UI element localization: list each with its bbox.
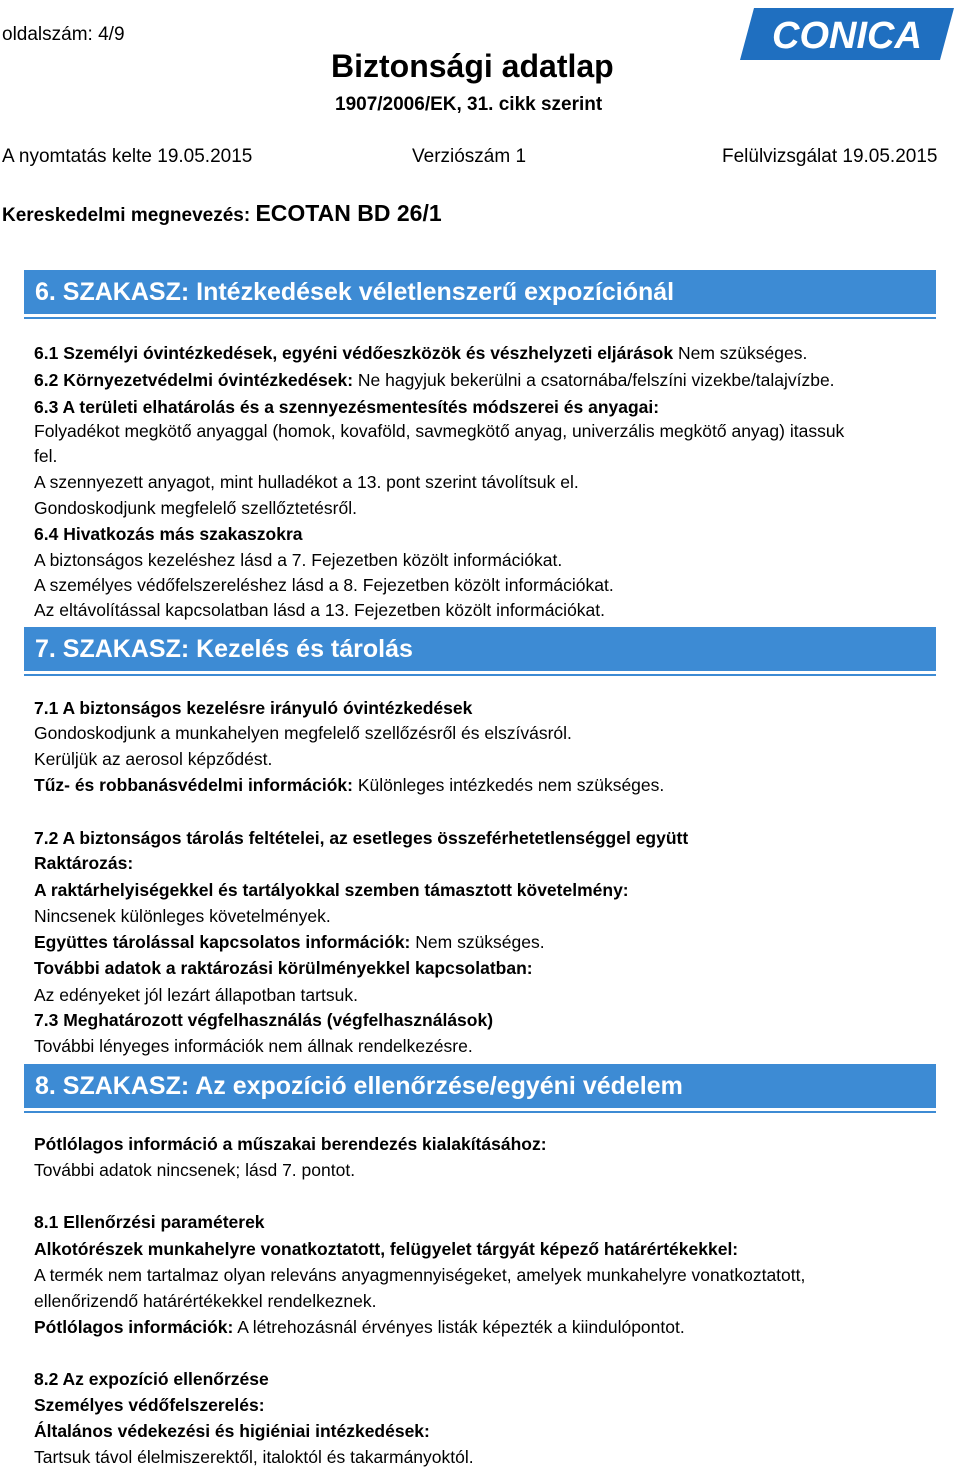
trade-name-value: ECOTAN BD 26/1 — [255, 200, 442, 226]
text-line: 7.1 A biztonságos kezelésre irányuló óvintézkedések — [34, 698, 473, 718]
text-line: Pótlólagos információk: A létrehozásnál érvényes listák képezték a kiindulópontot. — [34, 1317, 685, 1337]
text-line: A raktárhelyiségekkel és tartályokkal szemben támasztott követelmény: — [34, 880, 629, 900]
text-line: Alkotórészek munkahelyre vonatkoztatott, felügyelet tárgyát képező határértékekkel: — [34, 1239, 739, 1259]
text-line: A személyes védőfelszereléshez lásd a 8. Fejezetben közölt információkat. — [34, 575, 614, 595]
text-line: 8.1 Ellenőrzési paraméterek — [34, 1212, 265, 1232]
text-line: Kerüljük az aerosol képződést. — [34, 749, 273, 769]
text-line: A biztonságos kezeléshez lásd a 7. Fejezetben közölt információkat. — [34, 550, 563, 570]
text-line: Raktározás: — [34, 853, 134, 873]
revision-date: Felülvizsgálat 19.05.2015 — [722, 146, 938, 167]
text-line: Pótlólagos információ a műszakai berendezés kialakításához: — [34, 1134, 547, 1154]
text-line: További adatok nincsenek; lásd 7. pontot. — [34, 1160, 356, 1180]
text-line: ellenőrizendő határértékekkel rendelkeznek. — [34, 1291, 377, 1311]
print-date: A nyomtatás kelte 19.05.2015 — [2, 146, 253, 167]
trade-name-line — [2, 200, 442, 227]
text-line: További adatok a raktározási körülményekkel kapcsolatban: — [34, 958, 533, 978]
document-subtitle: 1907/2006/EK, 31. cikk szerint — [335, 94, 603, 115]
text-line: Az edényeket jól lezárt állapotban tartsuk. — [34, 985, 358, 1005]
text-line: 6.3 A területi elhatárolás és a szennyezésmentesítés módszerei és anyagai: — [34, 397, 660, 417]
text-line: fel. — [34, 446, 58, 466]
text-line: 8.2 Az expozíció ellenőrzése — [34, 1369, 269, 1389]
text-line: Gondoskodjunk a munkahelyen megfelelő szellőzésről és elszívásról. — [34, 723, 572, 743]
text-line: 7.2 A biztonságos tárolás feltételei, az esetleges összeférhetetlenséggel együtt — [34, 828, 689, 848]
text-line: Folyadékot megkötő anyaggal (homok, kovaföld, savmegkötő anyag, univerzális megkötő anyag) itassuk — [34, 421, 845, 441]
text-line: Együttes tárolással kapcsolatos információk: Nem szükséges. — [34, 932, 545, 952]
text-line: Tartsuk távol élelmiszerektől, italoktól és takarmányoktól. — [34, 1447, 474, 1467]
text-line: 6.4 Hivatkozás más szakaszokra — [34, 524, 303, 544]
logo-text: CONICA — [772, 15, 922, 57]
text-line: 6.2 Környezetvédelmi óvintézkedések: Ne hagyjuk bekerülni a csatornába/felszíni vizekbe/talajvízbe. — [34, 370, 835, 390]
text-line: Általános védekezési és higiéniai intézkedések: — [34, 1421, 430, 1441]
text-line: Tűz- és robbanásvédelmi információk: Különleges intézkedés nem szükséges. — [34, 775, 665, 795]
document-title: Biztonsági adatlap — [331, 48, 614, 84]
version-number: Verziószám 1 — [412, 146, 527, 167]
text-line: 7.3 Meghatározott végfelhasználás (végfelhasználások) — [34, 1010, 494, 1030]
page-number: oldalszám: 4/9 — [2, 24, 125, 45]
text-line: További lényeges információk nem állnak rendelkezésre. — [34, 1036, 473, 1056]
text-line: 6.1 Személyi óvintézkedések, egyéni védőeszközök és vészhelyzeti eljárások Nem szükséges. — [34, 343, 808, 363]
section-8-header: 8. SZAKASZ: Az expozíció ellenőrzése/egyéni védelem — [24, 1064, 936, 1108]
text-line: Személyes védőfelszerelés: — [34, 1395, 265, 1415]
text-line: A szennyezett anyagot, mint hulladékot a 13. pont szerint távolítsuk el. — [34, 472, 579, 492]
text-line: A termék nem tartalmaz olyan releváns anyagmennyiségeket, amelyek munkahelyre vonatkoztatott, — [34, 1265, 806, 1285]
text-line: Nincsenek különleges követelmények. — [34, 906, 331, 926]
text-line: Az eltávolítással kapcsolatban lásd a 13. Fejezetben közölt információkat. — [34, 600, 606, 620]
trade-name-label: Kereskedelmi megnevezés: — [2, 205, 251, 226]
section-7-header: 7. SZAKASZ: Kezelés és tárolás — [24, 627, 936, 671]
text-line: Gondoskodjunk megfelelő szellőztetésről. — [34, 498, 357, 518]
section-6-header: 6. SZAKASZ: Intézkedések véletlenszerű expozíciónál — [24, 270, 936, 314]
conica-logo — [740, 8, 954, 60]
